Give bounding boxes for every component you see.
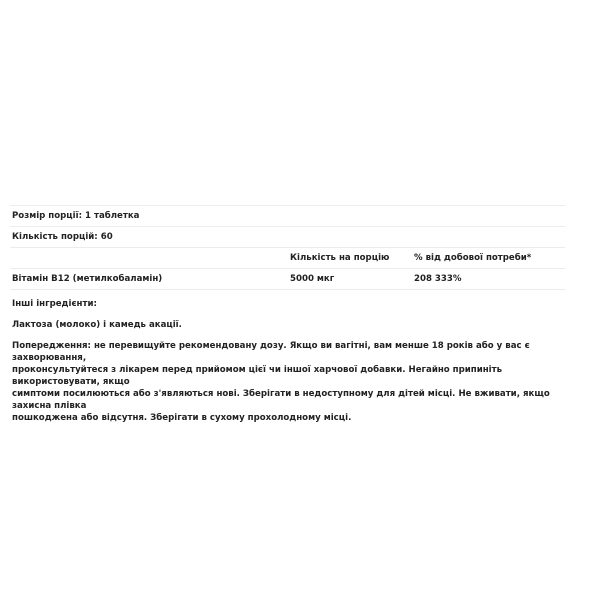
amount-per-serving-header: Кількість на порцію [288, 248, 412, 269]
other-ingredients-heading: Інші інгредієнти: [12, 299, 97, 309]
table-row [10, 269, 565, 290]
nutrient-daily-value: 208 333% [412, 269, 565, 290]
table-row [10, 206, 565, 227]
warning-text: Попередження: не перевищуйте рекомендовану дозу. Якщо ви вагітні, вам менше 18 років або у вас є захворювання, проконсультуйтеся з лікарем перед прийомом цієї чи іншої харчової добавки. Негайно припиніть використовувати, якщо симптоми посилюються або з'являються нові. Зберігати в недоступному для дітей місці. Не вживати, якщо захисна плівка пошкоджена або відсутня. Зберігати в сухому прохолодному місці. [12, 341, 550, 423]
other-ingredients-value: Лактоза (молоко) і камедь акації. [12, 320, 182, 330]
servings-count: Кількість порцій: 60 [10, 227, 288, 248]
supplement-facts [10, 205, 565, 424]
supplement-facts-table [10, 205, 565, 290]
serving-size: Розмір порції: 1 таблетка [10, 206, 288, 227]
nutrient-amount: 5000 мкг [288, 269, 412, 290]
table-header-row [10, 248, 565, 269]
nutrient-name: Вітамін B12 (метилкобаламін) [10, 269, 288, 290]
table-row [10, 227, 565, 248]
daily-value-header: % від добової потреби* [412, 248, 565, 269]
